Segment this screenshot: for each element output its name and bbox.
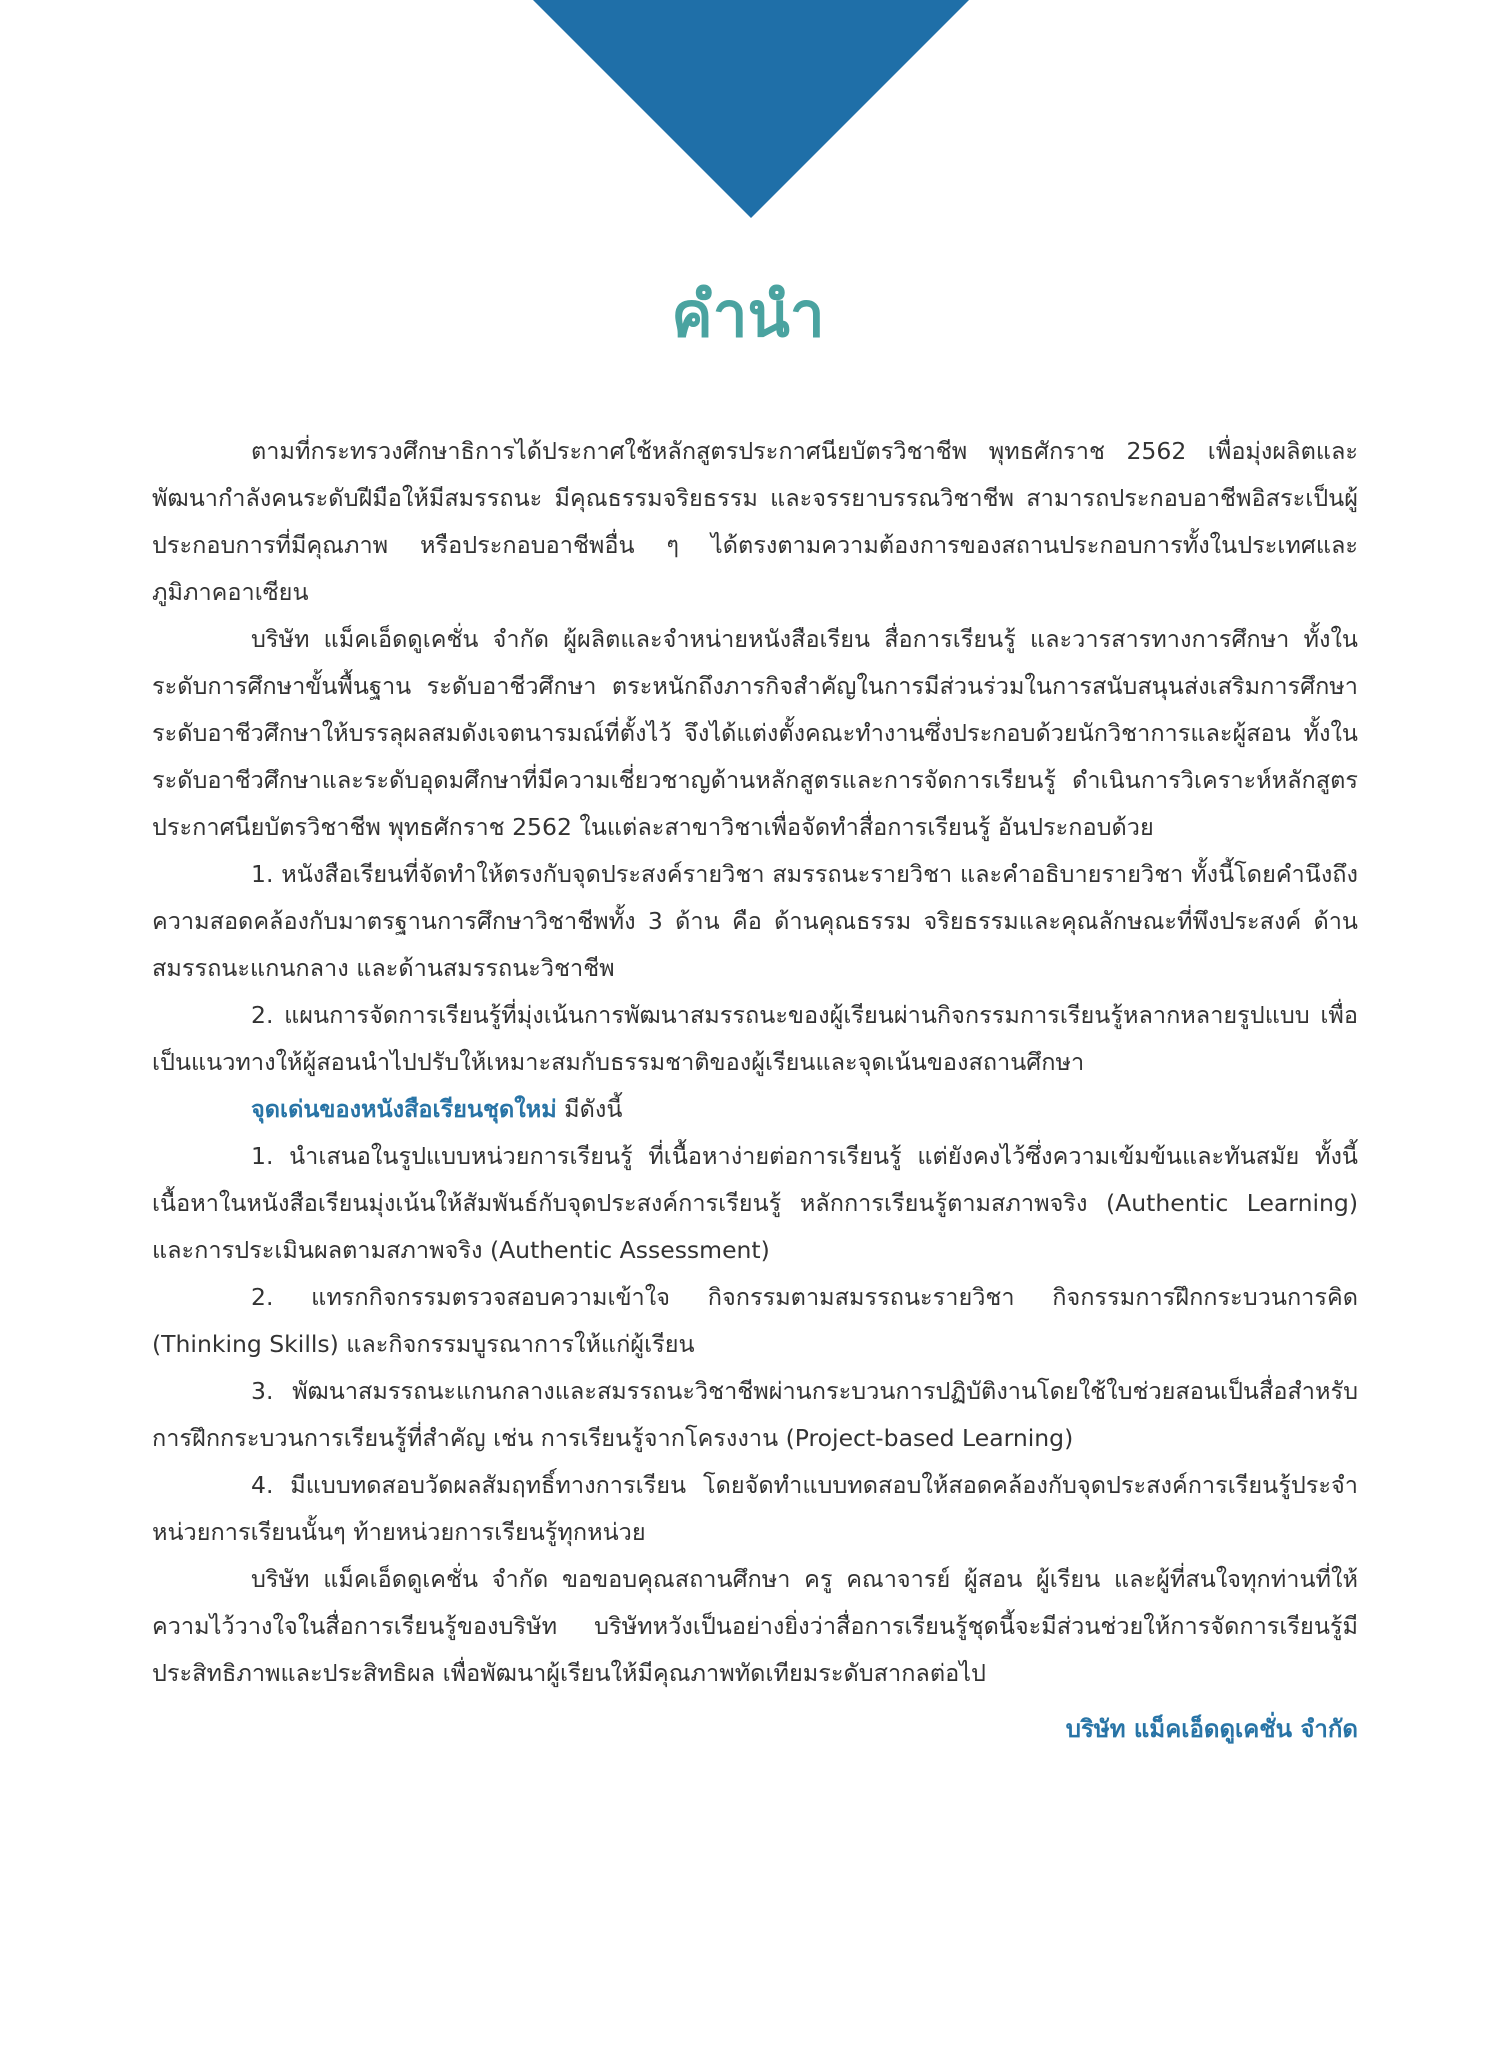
highlight-suffix: มีดังนี้ bbox=[556, 1095, 623, 1123]
company-signature: บริษัท แม็คเอ็ดดูเคชั่น จำกัด bbox=[1065, 1715, 1358, 1743]
paragraph-intro: ตามที่กระทรวงศึกษาธิการได้ประกาศใช้หลักสูตรประกาศนียบัตรวิชาชีพ พุทธศักราช 2562 เพื่อมุ่งผลิตและพัฒนากำลังคนระดับฝีมือให้มีสมรรถนะ มีคุณธรรมจริยธรรม และจรรยาบรรณวิชาชีพ สามารถประกอบอาชีพอิสระเป็นผู้ประกอบการที่มีคุณภาพ หรือประกอบอาชีพอื่น ๆ ได้ตรงตามความต้องการของสถานประกอบการทั้งในประเทศและภูมิภาคอาเซียน bbox=[152, 437, 1358, 606]
paragraph-highlight-1: 1. นำเสนอในรูปแบบหน่วยการเรียนรู้ ที่เนื้อหาง่ายต่อการเรียนรู้ แต่ยังคงไว้ซึ่งความเข้มข้นและทันสมัย ทั้งนี้เนื้อหาในหนังสือเรียนมุ่งเน้นให้สัมพันธ์กับจุดประสงค์การเรียนรู้ หลักการเรียนรู้ตามสภาพจริง (Authentic Learning) และการประเมินผลตามสภาพจริง (Authentic Assessment) bbox=[152, 1142, 1358, 1264]
paragraph-item-1: 1. หนังสือเรียนที่จัดทำให้ตรงกับจุดประสงค์รายวิชา สมรรถนะรายวิชา และคำอธิบายรายวิชา ทั้งนี้โดยคำนึงถึงความสอดคล้องกับมาตรฐานการศึกษาวิชาชีพทั้ง 3 ด้าน คือ ด้านคุณธรรม จริยธรรมและคุณลักษณะที่พึงประสงค์ ด้านสมรรถนะแกนกลาง และด้านสมรรถนะวิชาชีพ bbox=[152, 860, 1358, 982]
top-triangle-decoration bbox=[533, 0, 969, 218]
paragraph-company: บริษัท แม็คเอ็ดดูเคชั่น จำกัด ผู้ผลิตและจำหน่ายหนังสือเรียน สื่อการเรียนรู้ และวารสารทางการศึกษา ทั้งในระดับการศึกษาขั้นพื้นฐาน ระดับอาชีวศึกษา ตระหนักถึงภารกิจสำคัญในการมีส่วนร่วมในการสนับสนุนส่งเสริมการศึกษาระดับอาชีวศึกษาให้บรรลุผลสมดังเจตนารมณ์ที่ตั้งไว้ จึงได้แต่งตั้งคณะทำงานซึ่งประกอบด้วยนักวิชาการและผู้สอน ทั้งในระดับอาชีวศึกษาและระดับอุดมศึกษาที่มีความเชี่ยวชาญด้านหลักสูตรและการจัดการเรียนรู้ ดำเนินการวิเคราะห์หลักสูตรประกาศนียบัตรวิชาชีพ พุทธศักราช 2562 ในแต่ละสาขาวิชาเพื่อจัดทำสื่อการเรียนรู้ อันประกอบด้วย bbox=[152, 625, 1358, 841]
page-title: คำนำ bbox=[671, 278, 825, 351]
paragraph-highlight-4: 4. มีแบบทดสอบวัดผลสัมฤทธิ์ทางการเรียน โดยจัดทำแบบทดสอบให้สอดคล้องกับจุดประสงค์การเรียนรู้ประจำหน่วยการเรียนนั้นๆ ท้ายหน่วยการเรียนรู้ทุกหน่วย bbox=[152, 1471, 1358, 1546]
paragraph-highlights-heading bbox=[152, 1086, 1358, 1133]
paragraph-highlight-3: 3. พัฒนาสมรรถนะแกนกลางและสมรรถนะวิชาชีพผ่านกระบวนการปฏิบัติงานโดยใช้ใบช่วยสอนเป็นสื่อสำหรับการฝึกกระบวนการเรียนรู้ที่สำคัญ เช่น การเรียนรู้จากโครงงาน (Project-based Learning) bbox=[152, 1377, 1358, 1452]
paragraph-thanks: บริษัท แม็คเอ็ดดูเคชั่น จำกัด ขอขอบคุณสถานศึกษา ครู คณาจารย์ ผู้สอน ผู้เรียน และผู้ที่สนใจทุกท่านที่ให้ความไว้วางใจในสื่อการเรียนรู้ของบริษัท บริษัทหวังเป็นอย่างยิ่งว่าสื่อการเรียนรู้ชุดนี้จะมีส่วนช่วยให้การจัดการเรียนรู้มีประสิทธิภาพและประสิทธิผล เพื่อพัฒนาผู้เรียนให้มีคุณภาพทัดเทียมระดับสากลต่อไป bbox=[152, 1565, 1358, 1687]
paragraph-highlight-2: 2. แทรกกิจกรรมตรวจสอบความเข้าใจ กิจกรรมตามสมรรถนะรายวิชา กิจกรรมการฝึกกระบวนการคิด (Thinking Skills) และกิจกรรมบูรณาการให้แก่ผู้เรียน bbox=[152, 1283, 1358, 1358]
paragraph-item-2: 2. แผนการจัดการเรียนรู้ที่มุ่งเน้นการพัฒนาสมรรถนะของผู้เรียนผ่านกิจกรรมการเรียนรู้หลากหลายรูปแบบ เพื่อเป็นแนวทางให้ผู้สอนนำไปปรับให้เหมาะสมกับธรรมชาติของผู้เรียนและจุดเน้นของสถานศึกษา bbox=[152, 1001, 1358, 1076]
highlight-label: จุดเด่นของหนังสือเรียนชุดใหม่ bbox=[251, 1095, 557, 1123]
preface-body bbox=[152, 428, 1358, 1697]
triangle-shape bbox=[533, 0, 969, 218]
